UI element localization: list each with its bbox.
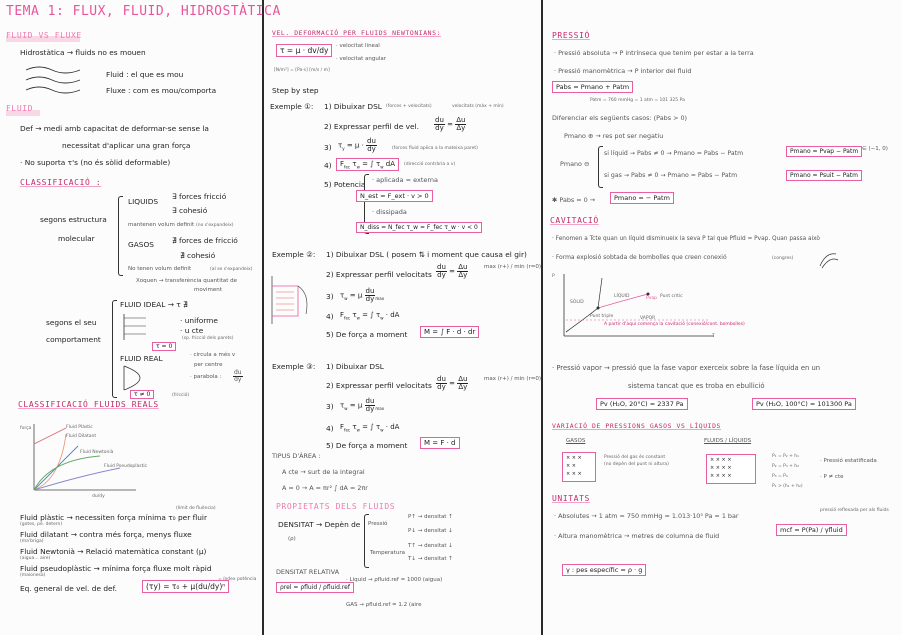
gas-ref: GAS → ρfluid.ref = 1.2 (aire xyxy=(346,602,422,608)
ideal-profile-icon xyxy=(122,314,152,340)
liquid-ref: · Liquid → ρfluid.ref = 1000 (aigua) xyxy=(346,577,443,583)
graph-label-dilatant: Fluid Dilatant xyxy=(66,434,97,439)
graph-y-label: força xyxy=(20,426,32,431)
gas-note: Pressió del gas és constant (no depèn del punt ni altura) xyxy=(604,455,669,467)
ex2-diagram xyxy=(268,266,314,326)
section-classificacio: CLASSIFICACIÓ : xyxy=(20,178,102,187)
liquids-friction: ∃ forces fricció xyxy=(172,192,227,201)
dens-line-4: T↓ → densitat ↑ xyxy=(408,556,453,562)
pressio-no-cte: · P ≠ cte xyxy=(820,474,844,480)
line-pseudoplastic: Fluid pseudoplàstic → mínima força fluxe molt ràpid xyxy=(20,564,212,573)
pressio-estatificada: · Pressió estatificada xyxy=(820,458,877,464)
column-divider-left xyxy=(262,0,264,635)
segons-estructura-2: molecular xyxy=(58,234,95,243)
section-unitats: UNITATS xyxy=(552,494,590,503)
ex3-step1: 1) Dibuixar DSL xyxy=(326,362,384,371)
cavitacio-forma: · Forma explosió sobtada de bombolles que creen conexió xyxy=(552,254,727,261)
section-pressio: PRESSIÓ xyxy=(552,31,590,40)
step-by-step: Step by step xyxy=(272,86,319,95)
si-liquid: si líquid → Pabs ≠ 0 → Pmano = Pabs − Patm xyxy=(604,150,744,157)
diferenciar-casos: Diferenciar els següents casos: (Pabs > 0) xyxy=(552,114,688,122)
ex2-step3: 3) xyxy=(326,292,334,301)
pmax-neg-box: Pmano = − Patm xyxy=(610,192,674,204)
line-newtonian: Fluid Newtonià → Relació matemàtica constant (μ) xyxy=(20,547,207,556)
graph-label-pseudoplastic: Fluid Pseudoplàstic xyxy=(104,464,148,469)
liquids-cohesion: ∃ cohesió xyxy=(172,206,208,215)
eq-general-box: (τy) = τ₀ + μ(du/dy)ⁿ xyxy=(142,580,229,593)
gasos-header: GASOS xyxy=(566,438,586,444)
ex1-step1: 1) Dibuixar DSL xyxy=(324,102,382,111)
ex1-nest-box: N_est = F_ext · v > 0 xyxy=(356,190,433,202)
gasos-volume: No tenen volum definit xyxy=(128,266,192,272)
pv-20c-box: Pv (H₂O, 20°C) = 2337 Pa xyxy=(596,398,688,410)
dens-line-3: T↑ → densitat ↓ xyxy=(408,543,453,549)
hidrostatica-def: Hidrostàtica → fluids no es mouen xyxy=(20,48,146,57)
section-fluid-vs-fluxe: FLUID VS FLUXE xyxy=(6,31,82,40)
pmax-vap-box: Pmano = Pvap − Patm xyxy=(786,146,862,157)
section-cavitacio: CAVITACIÓ xyxy=(550,216,599,225)
ex3-step5: 5) De força a moment xyxy=(326,441,408,450)
gasos-cohesion: ∄ cohesió xyxy=(180,251,216,260)
liquids-volume: mantenen volum definit xyxy=(128,222,195,228)
ex2-step2: 2) Expressar perfil velocitats xyxy=(326,270,432,279)
fluid-def-line2: necessitat d'aplicar una gran força xyxy=(62,141,191,150)
ex1-step4: 4) xyxy=(324,161,332,170)
exemple-3: Exemple ③: xyxy=(272,362,316,371)
pressio-absoluta: · Pressió absoluta → P intrínseca que tenim per estar a la terra xyxy=(554,49,754,57)
area-zero: A = 0 → A = πr² ∫ dA = 2πr xyxy=(282,484,368,492)
real-profile-icon xyxy=(122,366,162,390)
gas-container: × × × × × × × × xyxy=(562,452,596,482)
gasos-xoquen: Xoquen → transferència quantitat de xyxy=(136,278,238,284)
rheology-graph xyxy=(20,420,140,500)
graph-x-label: du/dy xyxy=(92,494,105,499)
ex1-step3: 3) xyxy=(324,143,332,152)
real-tau-box: τ ≠ 0 xyxy=(130,390,154,399)
ex3-moment-box: M = F · d xyxy=(420,437,460,449)
densitat-temperatura: Temperatura xyxy=(370,550,405,556)
ex3-step3: 3) xyxy=(326,402,334,411)
gasos-label: GASOS xyxy=(128,240,154,249)
bubble-sketch-icon xyxy=(818,250,840,270)
phase-liquid: LÍQUID xyxy=(614,294,630,299)
ex1-dissipada: · dissipada xyxy=(372,208,407,216)
phase-note: A partir d'aquí comença la cavitació (conexió/cont. bombolles) xyxy=(604,322,745,327)
section-classificacio-reals: CLASSIFICACIÓ FLUIDS REALS xyxy=(18,400,159,409)
densitat-relativa: DENSITAT RELATIVA xyxy=(276,568,340,576)
column-divider-right xyxy=(541,0,543,635)
notes-page: TEMA 1: FLUX, FLUID, HIDROSTÀTICA FLUID VS FLUXE Hidrostàtica → fluids no es mouen Fluid : el que es mou Fluxe : com es mou/comporta FLUID Def → medi amb capacitat de deformar-se sense la necessitat d'aplicar una gran força · No suporta τ's (no és sòlid deformable) CLASSIFICACIÓ : segons estructura molecular LIQUIDS ∃ forces fricció ∃ cohesió mantenen volum definit (no s'expandeix) GASOS ∄ forces de fricció ∄ cohesió No tenen volum definit (al se s'expandeix) Xoquen → transferència quantitat de moviment segons el seu comportament FLUID IDEAL → τ ∄ · uniforme · u cte (sp. fricció dels parets) τ = 0 FLUID REAL · circula a més v per centre · parabola : $\frac{du}{dy}$ τ ≠ 0 (fricció) CLASSIFICACIÓ FLUIDS REALS Fluid Plàstic Fluid Dilatant Fluid Newtonià Fluid Pseudoplàstic força du/dy Fluid plàstic → necessiten força mínima τ₀ per fluir (límit de fluència) (gotes, pe. detern) Fluid dilatant → contra més força, menys fluxe (ma'briga) Fluid Newtonià → Relació matemàtica constant (μ) (aigua... aire) Fluid pseudoplàstic → mínima força fluxe molt ràpid (maionesa) Eq. general de vel. de def. (τy) = τ₀ + μ(du/dy)ⁿ = índex potència VEL. DEFORMACIÓ PER FLUIDS NEWTONIANS: τ = μ · dv/dy [N/m²] = [Pa·s] [m/s / m] · velocitat lineal · velocitat angular Step by step Exemple ①: 1) Dibuixar DSL (forces + velocitats) velocitats (màx + mín) 2) Expressar perfil de vel. $\frac{du}{dy}$ = $\frac{\Delta u}{\Delta y}$ 3) $\tau_y = \mu$ · $\frac{du}{dy}$ (forces fluid aplica a la mateixa paret) 4) $F_{fec}$ $\tau_w$ = ∫ $\tau_w$ dA (direcció contrària a v) 5) Potencia · aplicada = externa N_est = F_ext · v > 0 · dissipada N_diss = N_fec τ_w = F_fec τ_w · v < 0 Exemple ②: 1) Dibuixar DSL ( posem ⇅ i moment que causa el gir) 2) Expressar perfil velocitats $\frac{du}{dy}$ = $\frac{\Delta u}{\Delta y}$ max (r+) / min (r=0) 3) $\tau_w = \mu$ $\frac{du}{dy}$ $_{max}$ 4) $F_{fec}$ $\tau_w$ = ∫ $\tau_w$ · dA 5) De força a moment M = ∫ F · d · dr Exemple ③: 1) Dibuixar DSL 2) Expressar perfil velocitats $\frac{du}{dy}$ = $\frac{\Delta u}{\Delta y}$ max (r+) / min (r=0) 3) $\tau_w = \mu$ $\frac{du}{dy}$ $_{max}$ 4) $F_{fec}$ $\tau_w$ = ∫ $\tau_w$ · dA 5) De força a moment M = F · d TIPUS D'ÀREA : A cte → surt de la integral A = 0 → A = πr² ∫ dA = 2πr PROPIETATS DELS FLUIDS DENSITAT → Depèn de (ρ) Pressió Temperatura P↑ → densitat ↑ P↓ → densitat ↓ T↑ → densitat ↓ T↓ → densitat ↑ DENSITAT RELATIVA ρrel = ρfluid / ρfluid.ref · Liquid → ρfluid.ref = 1000 (aigua) GAS → ρfluid.ref = 1.2 (aire PRESSIÓ · Pressió absoluta → P intrínseca que tenim per estar a la terra · Pressió manomètrica → P interior del fluid Pabs = Pmano + Patm Patm = 760 mmHg = 1 atm = 101 325 Pa Diferenciar els següents casos: (Pabs > 0) Pmano ⊕ → res pot ser negatiu Pmano ⊖ si líquid → Pabs ≠ 0 → Pmano = Pabs − Patm si gas → Pabs ≠ 0 → Pmano = Pabs − Patm Pmano = Pvap − Patm Pmano = Psuit − Patm ∈ (−1, 0) ✱ Pabs = 0 → Pmano = − Patm CAVITACIÓ · Fenomen a Tcte quan un líquid disminueix la seva P tal que Pfluid = Pvap. Quan passa això · Forma explosió sobtada de bombolles que creen conexió (congres) P SÒLID LÍQUID VAPOR Punt triple T Pvap Punt crític A partir d'aquí comença la cavitació (conexió/cont. bombolles) · Pressió vapor → pressió que la fase vapor exerceix sobre la fase líquida en un sistema tancat que es troba en ebullició Pv (H₂O, 20°C) = 2337 Pa Pv (H₂O, 100°C) = 101300 Pa VARIACIÓ DE PRESSIONS GASOS VS LÍQUIDS GASOS FLUIDS / LÍQUIDS × × × × × × × × Pressió del gas és constant (no depèn del punt ni altura) × × × × × × × × × × × × P₁ = P₂ + h₁ P₂ = P₃ + h₂ P₃ = P₄ P₁ > (h₁ + h₂) · Pressió estatificada · P ≠ cte UNITATS · Absolutes → 1 atm = 750 mmHg = 1.013·10⁵ Pa = 1 bar · Altura manomètrica → metres de columna de fluid mcf = P(Pa) / γfluid pressió reflexada per als fluids γ : pes específic = ρ · g xyxy=(0,0,902,635)
pabs-zero: ✱ Pabs = 0 → xyxy=(552,196,596,204)
dens-line-2: P↓ → densitat ↓ xyxy=(408,528,453,534)
area-cte: A cte → surt de la integral xyxy=(282,468,365,476)
fluids-liquids-header: FLUIDS / LÍQUIDS xyxy=(704,438,752,444)
pabs-equation-box: Pabs = Pmano + Patm xyxy=(552,81,633,93)
si-gas: si gas → Pabs ≠ 0 → Pmano = Pabs − Patm xyxy=(604,172,738,179)
phase-vapor: VAPOR xyxy=(640,316,656,321)
ideal-cte: · u cte xyxy=(180,326,204,335)
mcf-box: mcf = P(Pa) / γfluid xyxy=(776,524,847,536)
patm-note: Patm = 760 mmHg = 1 atm = 101 325 Pa xyxy=(590,98,685,103)
ex1-ffec-box: $F_{fec}$ $\tau_w$ = ∫ $\tau_w$ dA xyxy=(336,158,399,171)
real-circula: · circula a més v xyxy=(190,352,236,358)
line-plastic: Fluid plàstic → necessiten força mínima τ₀ per fluir xyxy=(20,513,208,522)
ex2-step1: 1) Dibuixar DSL ( posem ⇅ i moment que causa el gir) xyxy=(326,250,527,259)
phase-solid: SÒLID xyxy=(570,300,584,305)
mcf-note: pressió reflexada per als fluids xyxy=(820,508,889,513)
no-suporta: · No suporta τ's (no és sòlid deformable) xyxy=(20,158,171,167)
ideal-uniforme: · uniforme xyxy=(180,316,218,325)
exemple-2: Exemple ②: xyxy=(272,250,316,259)
pv-100c-box: Pv (H₂O, 100°C) = 101300 Pa xyxy=(752,398,856,410)
fluid-definition: Fluid : el que es mou xyxy=(106,70,184,79)
fluid-def-line1: Def → medi amb capacitat de deformar-se sense la xyxy=(20,124,209,133)
ex2-step4: 4) xyxy=(326,312,334,321)
ex3-step4: 4) xyxy=(326,424,334,433)
fluid-real: FLUID REAL xyxy=(120,354,163,363)
pressio-vapor: · Pressió vapor → pressió que la fase vapor exerceix sobre la fase líquida en un xyxy=(552,364,821,372)
dens-line-1: P↑ → densitat ↑ xyxy=(408,514,453,520)
graph-label-newtonian: Fluid Newtonià xyxy=(80,450,114,455)
ex2-step5: 5) De força a moment xyxy=(326,330,408,339)
graph-label-plastic: Fluid Plàstic xyxy=(66,425,93,430)
ex1-aplicada: · aplicada = externa xyxy=(372,176,439,184)
eq-general-label: Eq. general de vel. de def. xyxy=(20,584,117,593)
gamma-box: γ : pes específic = ρ · g xyxy=(562,564,646,576)
section-fluid: FLUID xyxy=(6,104,34,113)
page-title: TEMA 1: FLUX, FLUID, HIDROSTÀTICA xyxy=(6,4,281,19)
flow-waves-icon xyxy=(24,66,84,96)
segons-comportament: segons el seu xyxy=(46,318,97,327)
liquid-container: × × × × × × × × × × × × xyxy=(706,454,756,484)
section-propietats: PROPIETATS DELS FLUIDS xyxy=(276,502,396,511)
fluxe-definition: Fluxe : com es mou/comporta xyxy=(106,86,217,95)
line-dilatant: Fluid dilatant → contra més força, menys fluxe xyxy=(20,530,192,539)
densitat-label: DENSITAT → Depèn de xyxy=(278,520,361,529)
phase-diagram xyxy=(558,272,718,342)
rho-rel-box: ρrel = ρfluid / ρfluid.ref xyxy=(276,582,354,593)
pmano-positive: Pmano ⊕ → res pot ser negatiu xyxy=(564,132,664,140)
fluid-ideal: FLUID IDEAL → τ ∄ xyxy=(120,300,188,309)
pmax-suit-box: Pmano = Psuit − Patm xyxy=(786,170,862,181)
exemple-1: Exemple ①: xyxy=(270,102,314,111)
gasos-friction: ∄ forces de fricció xyxy=(172,236,238,245)
tau-equation-box: τ = μ · dv/dy xyxy=(276,44,332,57)
vel-angular: · velocitat angular xyxy=(336,56,387,62)
ex1-step2: 2) Expressar perfil de vel. xyxy=(324,122,419,131)
unitats-absolutes: · Absolutes → 1 atm = 750 mmHg = 1.013·10⁵ Pa = 1 bar xyxy=(554,512,739,520)
ex3-step2: 2) Expressar perfil velocitats xyxy=(326,381,432,390)
cavitacio-def: · Fenomen a Tcte quan un líquid disminueix la seva P tal que Pfluid = Pvap. Quan passa això xyxy=(552,236,820,242)
ex1-step5: 5) Potencia xyxy=(324,180,366,189)
tau-units: [N/m²] = [Pa·s] [m/s / m] xyxy=(274,68,330,73)
tipus-area: TIPUS D'ÀREA : xyxy=(272,452,321,460)
ex1-ndiss-box: N_diss = N_fec τ_w = F_fec τ_w · v < 0 xyxy=(356,222,482,233)
liquids-label: LIQUIDS xyxy=(128,197,159,206)
section-vel-deformacio: VEL. DEFORMACIÓ PER FLUIDS NEWTONIANS: xyxy=(272,29,442,37)
pressio-manometrica: · Pressió manomètrica → P interior del fluid xyxy=(554,67,692,75)
unitats-altura: · Altura manomètrica → metres de columna de fluid xyxy=(554,532,720,540)
vel-lineal: · velocitat lineal xyxy=(336,43,380,49)
segons-estructura: segons estructura xyxy=(40,215,107,224)
densitat-pressio: Pressió xyxy=(368,521,388,527)
ex2-moment-box: M = ∫ F · d · dr xyxy=(420,326,479,338)
real-parabola: · parabola : xyxy=(190,374,222,380)
ideal-tau-box: τ = 0 xyxy=(152,342,176,351)
section-variacio: VARIACIÓ DE PRESSIONS GASOS VS LÍQUIDS xyxy=(552,422,722,430)
